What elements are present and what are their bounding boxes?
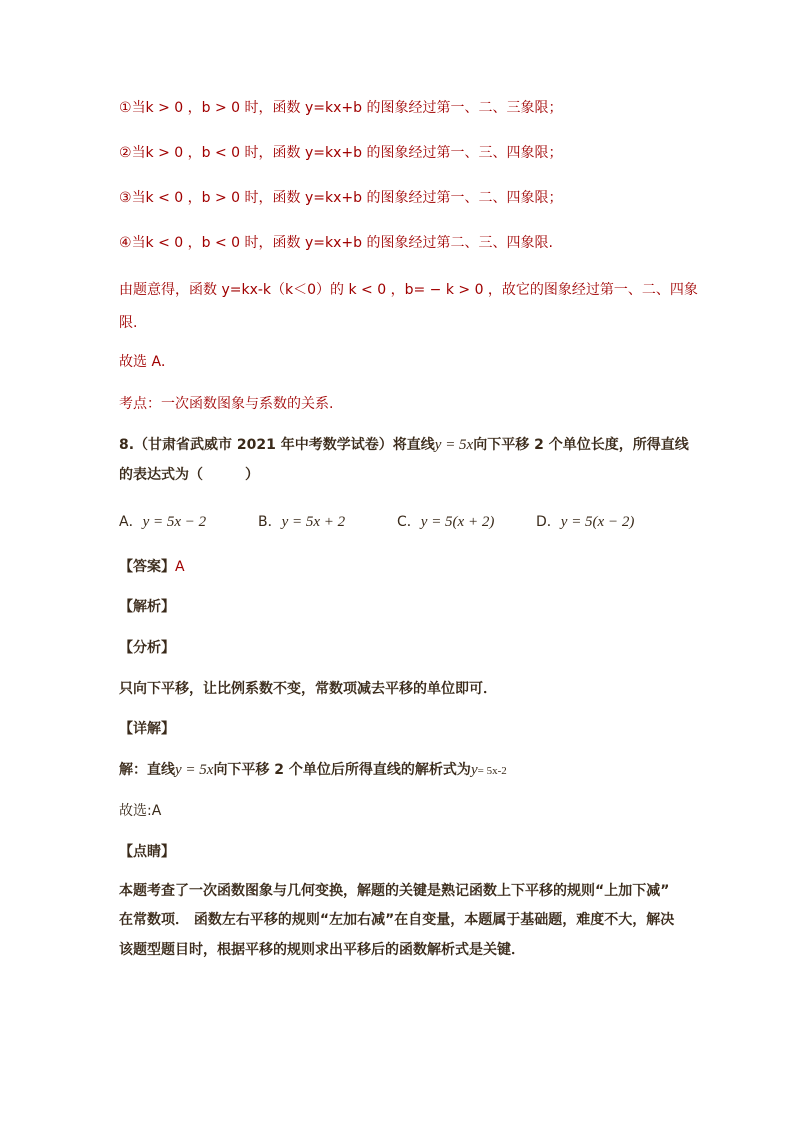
case-3 <box>119 188 562 208</box>
case-4 <box>119 233 553 253</box>
answer-line <box>119 557 185 577</box>
option-a-expr: y = 5x − 2 <box>142 514 207 530</box>
fenxi-heading: 【分析】 <box>119 640 175 656</box>
question-line-1 <box>119 435 689 455</box>
question-line-2: 的表达式为（ ） <box>119 467 259 483</box>
case-3-text: 当k < 0 ，b > 0 时，函数 y=kx+b 的图象经过第一、二、四象限； <box>131 190 563 206</box>
case-1 <box>119 98 562 118</box>
case-2-number: ② <box>119 145 132 161</box>
case-2-text: 当k > 0 ，b < 0 时，函数 y=kx+b 的图象经过第一、三、四象限； <box>131 145 563 161</box>
case-1-number: ① <box>119 100 132 116</box>
xiangjie-middle: 向下平移 2 个单位后所得直线的解析式为 <box>213 762 471 778</box>
previous-choice: 故选 A． <box>119 354 176 370</box>
answer-tag: 【答案】 <box>119 559 175 575</box>
case-4-number: ④ <box>119 235 132 251</box>
case-1-text: 当k > 0 ，b > 0 时，函数 y=kx+b 的图象经过第一、二、三象限； <box>131 100 563 116</box>
jiexi-heading: 【解析】 <box>119 599 175 615</box>
option-b-expr: y = 5x + 2 <box>281 514 346 530</box>
xiangjie-prefix: 解：直线 <box>119 762 175 778</box>
option-b[interactable] <box>258 512 345 532</box>
answer-value: A <box>175 559 185 575</box>
option-c-label: C． <box>397 514 421 530</box>
reasoning-line-1: 由题意得，函数 y=kx-k（k＜0）的 k < 0 ，b= − k > 0 ，故它的图象经过第一、二、四象 <box>119 282 698 298</box>
dianjing-line-1: 本题考查了一次函数图象与几何变换，解题的关键是熟记函数上下平移的规则“上加下减” <box>119 883 670 899</box>
reasoning-line-2: 限. <box>119 315 138 331</box>
xiangjie-result-rest: = 5x-2 <box>477 765 507 777</box>
question-prefix: 8.（甘肃省武威市 2021 年中考数学试卷）将直线 <box>119 437 435 453</box>
option-d[interactable] <box>536 512 634 532</box>
kaodian: 考点：一次函数图象与系数的关系. <box>119 396 334 412</box>
option-c[interactable] <box>397 512 494 532</box>
case-2 <box>119 143 562 163</box>
xiangjie-heading: 【详解】 <box>119 721 175 737</box>
case-4-text: 当k < 0 ，b < 0 时，函数 y=kx+b 的图象经过第二、三、四象限. <box>131 235 553 251</box>
xiangjie-result-y: y <box>470 762 478 778</box>
option-c-expr: y = 5(x + 2) <box>420 514 495 530</box>
xiangjie-equation: y = 5x <box>175 762 214 778</box>
option-b-label: B． <box>258 514 282 530</box>
xiangjie-line <box>119 760 507 781</box>
option-d-label: D． <box>536 514 561 530</box>
option-a-label: A． <box>119 514 143 530</box>
case-3-number: ③ <box>119 190 132 206</box>
fenxi-text: 只向下平移，让比例系数不变，常数项减去平移的单位即可． <box>119 681 497 697</box>
dianjing-heading: 【点睛】 <box>119 844 175 860</box>
option-a[interactable] <box>119 512 206 532</box>
final-choice: 故选:A <box>119 803 162 819</box>
question-suffix: 向下平移 2 个单位长度，所得直线 <box>473 437 689 453</box>
dianjing-line-3: 该题型题目时，根据平移的规则求出平移后的函数解析式是关键． <box>119 942 525 958</box>
dianjing-line-2: 在常数项． 函数左右平移的规则“左加右减”在自变量，本题属于基础题，难度不大，解决 <box>119 912 675 928</box>
question-equation: y = 5x <box>434 437 474 453</box>
option-d-expr: y = 5(x − 2) <box>560 514 635 530</box>
